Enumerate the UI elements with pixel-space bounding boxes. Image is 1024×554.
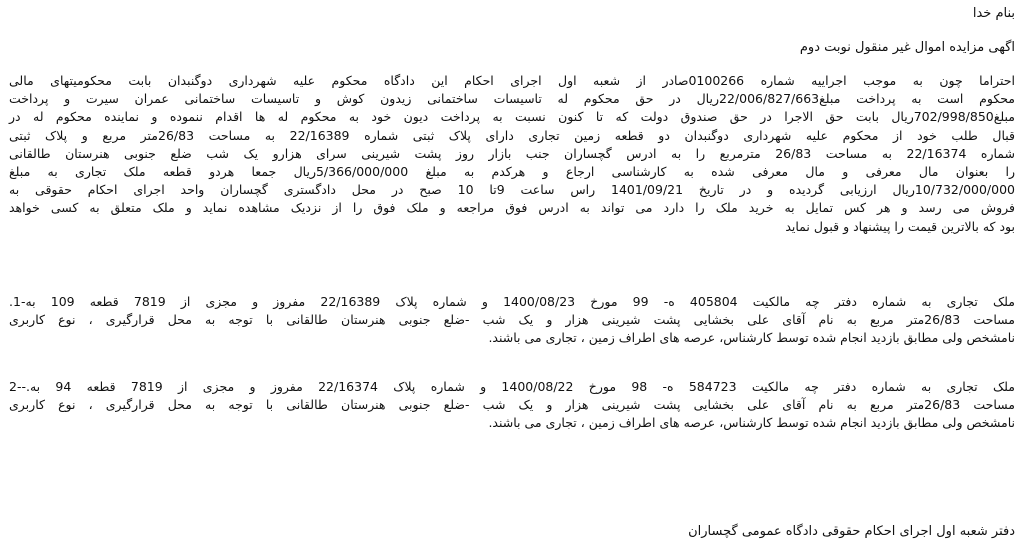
item-line: نامشخص ولی مطابق بازدید انجام شده توسط کارشناس، عرصه های اطراف زمین ، تجاری می باشند. bbox=[488, 330, 1015, 346]
intro-paragraph bbox=[9, 72, 1015, 236]
item-line: مساحت 26/83متر مربع به نام آقای علی بخشایی پشت شیرینی هزار و یک شب -ضلع جنوبی هنرستان طالقانی با توجه به محل قرارگیری ، نوع کاربری bbox=[9, 312, 1015, 328]
intro-line: 10/732/000/000ریال ارزیابی گردیده و در تاریخ 1401/09/21 راس ساعت 9تا 10 صبح در محل دادگستری گچساران واحد اجرای احکام حقوقی به bbox=[9, 182, 1016, 198]
intro-line: احتراما چون به موجب اجراییه شماره 0100266صادر از شعبه اول اجرای احکام این دادگاه محکوم علیه شهرداری دوگنبدان بابت محکومیتهای مالی bbox=[9, 73, 1015, 88]
item-line: ملک تجاری به شماره دفتر چه مالکیت 584723 ه- 98 مورخ 1400/08/22 و شماره پلاک 22/16374 مفروز و مجزی از 7819 قطعه 94 به.--2 bbox=[9, 379, 1015, 394]
intro-line: قبال طلب خود از محکوم علیه شهرداری دوگنبدان دو قطعه زمین تجاری دارای پلاک ثبتی شماره 22/16389 به مساحت 26/83متر مربع و پلاک ثبتی bbox=[9, 127, 1016, 143]
intro-line: را بعنوان مال معرفی و مال معرفی شده به کارشناسی ارجاع و هرکدم به مبلغ 5/366/000/000ریال جمعا هردو قطعه ملک تجاری به مبلغ bbox=[9, 164, 1015, 180]
item-line: مساحت 26/83متر مربع به نام آقای علی بخشایی پشت شیرینی هزار و یک شب -ضلع جنوبی هنرستان طالقانی با توجه به محل قرارگیری ، نوع کاربری bbox=[9, 397, 1015, 413]
basmala-heading: بنام خدا bbox=[972, 6, 1015, 21]
intro-line: بود که بالاترین قیمت را پیشنهاد و قبول نماید bbox=[785, 218, 1015, 234]
property-item-2 bbox=[9, 378, 1015, 433]
intro-line: شماره 22/16374 به مساحت 26/83 مترمربع را به ادرس گچساران جنب بازار روز پشت شیرینی سرای هزارو یک شب ضلع جنوبی هنرستان طالقانی bbox=[9, 145, 1015, 161]
item-line: ملک تجاری به شماره دفتر چه مالکیت 405804 ه- 99 مورخ 1400/08/23 و شماره پلاک 22/16389 مفروز و مجزی از 7819 قطعه 109 به-1. bbox=[9, 294, 1015, 309]
property-item-1 bbox=[9, 293, 1015, 348]
notice-title: اگهی مزایده اموال غیر منقول نوبت دوم bbox=[799, 40, 1015, 55]
intro-line: مبلغ702/998/850ریال بابت حق الاجرا در حق صندوق دولت که تا کنون نسبت به پرداخت دیون خود به محکوم له ها اقدام ننموده و نماینده محکوم له در bbox=[9, 109, 1015, 125]
issuing-office-signature: دفتر شعبه اول اجرای احکام حقوقی دادگاه عمومی گچساران bbox=[688, 524, 1015, 539]
item-line: نامشخص ولی مطابق بازدید انجام شده توسط کارشناس، عرصه های اطراف زمین ، تجاری می باشند. bbox=[488, 415, 1015, 431]
intro-line: محکوم است به پرداخت مبلغ22/006/827/663ریال در حق محکوم له تاسیسات ساختمانی زیدون کوش و تاسیسات ساختمانی عمران سیرت و پرداخت bbox=[9, 91, 1015, 107]
intro-line: فروش می رسد و هر کس تمایل به خرید ملک را دارد می تواند به ادرس فوق مراجعه و ملک فوق را از نزدیک مشاهده نماید و ملک متعلق به کسی خواهد bbox=[9, 200, 1015, 216]
